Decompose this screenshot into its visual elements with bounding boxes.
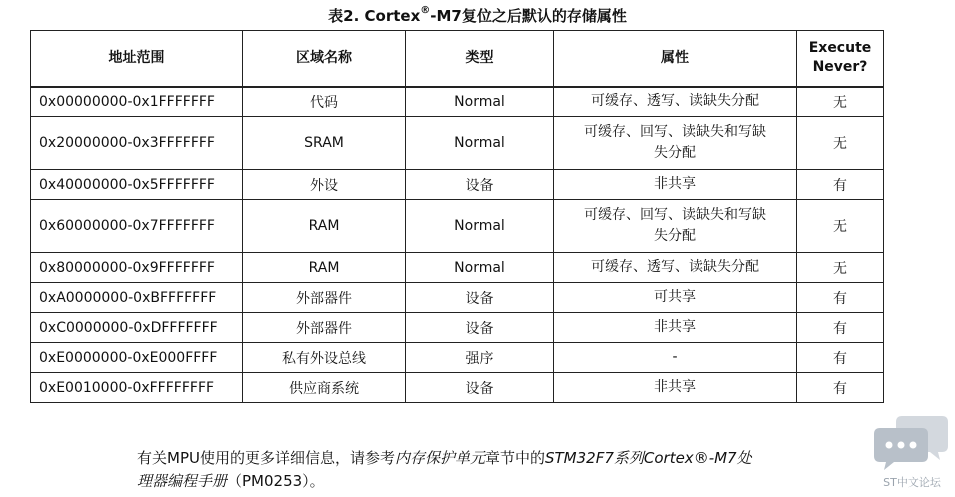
- address-cell: 0xC0000000-0xDFFFFFFF: [31, 313, 243, 343]
- address-cell: 0xA0000000-0xBFFFFFFF: [31, 283, 243, 313]
- type-cell: Normal: [406, 117, 554, 170]
- attributes-text: 非共享: [654, 379, 696, 395]
- region-cell: RAM: [243, 200, 406, 253]
- note-manual-title: STM32F7系列Cortex®-M7处: [545, 449, 752, 467]
- attributes-text: 可缓存、回写、读缺失和写缺: [584, 207, 766, 223]
- header-region: 区域名称: [243, 31, 406, 87]
- address-cell: 0xE0010000-0xFFFFFFFF: [31, 373, 243, 403]
- execute-never-cell: 无: [797, 87, 884, 117]
- type-cell: Normal: [406, 200, 554, 253]
- table-row: [31, 283, 884, 313]
- execute-never-cell: 无: [797, 253, 884, 283]
- table-row: [31, 373, 884, 403]
- address-cell: 0x80000000-0x9FFFFFFF: [31, 253, 243, 283]
- type-cell: 设备: [406, 373, 554, 403]
- type-cell: Normal: [406, 253, 554, 283]
- region-cell: 代码: [243, 87, 406, 117]
- table-caption: [0, 6, 955, 26]
- watermark-text: ST中文论坛: [883, 476, 941, 489]
- type-cell: 设备: [406, 283, 554, 313]
- address-cell: 0x00000000-0x1FFFFFFF: [31, 87, 243, 117]
- registered-mark: ®: [420, 5, 431, 16]
- attributes-text: 可缓存、透写、读缺失分配: [591, 93, 759, 110]
- type-cell: 强序: [406, 343, 554, 373]
- chat-bubbles-icon: [872, 412, 952, 474]
- execute-never-cell: 无: [797, 200, 884, 253]
- region-cell: RAM: [243, 253, 406, 283]
- region-cell: 供应商系统: [243, 373, 406, 403]
- attributes-cell: [554, 373, 797, 403]
- header-address: 地址范围: [31, 31, 243, 87]
- note-text: 有关MPU使用的更多详细信息，请参考: [137, 449, 395, 467]
- attributes-cell: [554, 170, 797, 200]
- attributes-cell: [554, 253, 797, 283]
- header-never: Never?: [812, 59, 868, 76]
- attributes-cell: [554, 343, 797, 373]
- address-cell: 0x20000000-0x3FFFFFFF: [31, 117, 243, 170]
- table-row: [31, 117, 884, 170]
- region-cell: 外部器件: [243, 313, 406, 343]
- note-manual-title-cont: 理器编程手册: [137, 472, 228, 490]
- attributes-text: -: [672, 349, 678, 365]
- execute-never-cell: 有: [797, 170, 884, 200]
- attributes-text-cont: 失分配: [654, 145, 696, 161]
- attributes-text-cont: 失分配: [654, 228, 696, 244]
- attributes-cell: [554, 87, 797, 117]
- execute-never-cell: 无: [797, 117, 884, 170]
- attributes-cell: [554, 313, 797, 343]
- header-type: 类型: [406, 31, 554, 87]
- table-row: [31, 313, 884, 343]
- attributes-text: 可缓存、回写、读缺失和写缺: [584, 124, 766, 140]
- table-row: [31, 170, 884, 200]
- region-cell: 外设: [243, 170, 406, 200]
- header-execute: Execute: [808, 40, 872, 57]
- table-row: [31, 253, 884, 283]
- region-cell: 私有外设总线: [243, 343, 406, 373]
- note-text: （PM0253）。: [227, 472, 325, 490]
- attributes-text: 非共享: [654, 319, 696, 335]
- attributes-text: 可共享: [654, 289, 696, 305]
- execute-never-cell: 有: [797, 283, 884, 313]
- table-row: [31, 200, 884, 253]
- caption-prefix: 表2. Cortex: [328, 7, 421, 25]
- address-cell: 0x60000000-0x7FFFFFFF: [31, 200, 243, 253]
- address-cell: 0x40000000-0x5FFFFFFF: [31, 170, 243, 200]
- header-attributes: 属性: [554, 31, 797, 87]
- note-link-mpu-section: 内存保护单元: [394, 449, 485, 467]
- attributes-cell: [554, 200, 797, 253]
- region-cell: SRAM: [243, 117, 406, 170]
- type-cell: Normal: [406, 87, 554, 117]
- header-execute-never: [797, 31, 884, 87]
- attributes-text: 非共享: [654, 176, 696, 192]
- attributes-text: 可缓存、透写、读缺失分配: [591, 259, 759, 275]
- table-row: [31, 343, 884, 373]
- table-header-row: [31, 31, 884, 87]
- attributes-cell: [554, 117, 797, 170]
- region-cell: 外部器件: [243, 283, 406, 313]
- forum-watermark: [872, 412, 952, 492]
- execute-never-cell: 有: [797, 343, 884, 373]
- execute-never-cell: 有: [797, 313, 884, 343]
- caption-suffix: -M7复位之后默认的存储属性: [430, 7, 627, 25]
- address-cell: 0xE0000000-0xE000FFFF: [31, 343, 243, 373]
- attributes-cell: [554, 283, 797, 313]
- table-row: [31, 87, 884, 117]
- footnote-paragraph: [137, 447, 897, 493]
- type-cell: 设备: [406, 313, 554, 343]
- type-cell: 设备: [406, 170, 554, 200]
- memory-attributes-table: [30, 30, 884, 403]
- note-text: 章节中的: [484, 449, 545, 467]
- execute-never-cell: 有: [797, 373, 884, 403]
